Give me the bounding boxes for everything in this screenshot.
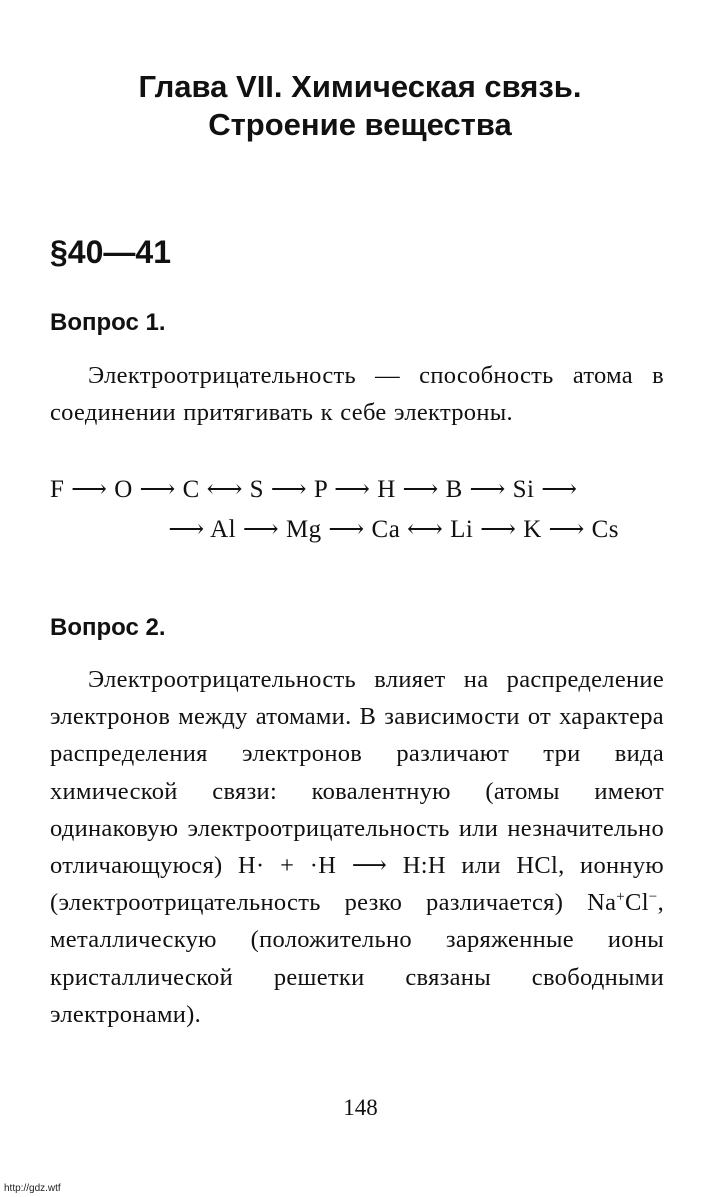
chapter-title-line-1: Глава VII. Химическая связь. bbox=[138, 69, 582, 104]
chlorine-charge: − bbox=[648, 889, 658, 906]
question-1-heading: Вопрос 1. bbox=[50, 309, 166, 336]
question-1-text: Электроотрицательность — способность атома в соединении притягивать к себе электроны. bbox=[50, 362, 664, 427]
electronegativity-series-line-1: F ⟶ O ⟶ C ⟷ S ⟶ P ⟶ H ⟶ B ⟶ Si ⟶ bbox=[50, 476, 578, 503]
electronegativity-series bbox=[50, 470, 664, 550]
chapter-title-line-2: Строение вещества bbox=[208, 107, 512, 142]
question-2-text-part-1: Электроотрицательность влияет на распределение электронов между атомами. В зависимости от характера распределения электронов различают три вида химической связи: ковалентную (атомы имеют одинаковую электроотрицательность или незначительно отличающуюся) H· + ·H ⟶ H:H или HCl, ионную (электроотрицательность резко различается) Na bbox=[50, 666, 664, 917]
watermark-url: http://gdz.wtf bbox=[4, 1183, 61, 1194]
chapter-title bbox=[60, 68, 660, 144]
question-2-heading: Вопрос 2. bbox=[50, 614, 166, 641]
question-2-text-part-2: , металлическую (положительно заряженные ионы кристаллической решетки связаны свободными электронами). bbox=[50, 889, 664, 1028]
page-number: 148 bbox=[343, 1095, 378, 1120]
sodium-charge: + bbox=[616, 889, 626, 906]
chlorine-symbol: Cl bbox=[625, 889, 649, 917]
section-title: §40—41 bbox=[50, 234, 171, 270]
question-2-text bbox=[50, 661, 664, 1033]
electronegativity-series-line-2: ⟶ Al ⟶ Mg ⟶ Ca ⟷ Li ⟶ K ⟶ Cs bbox=[168, 516, 619, 543]
